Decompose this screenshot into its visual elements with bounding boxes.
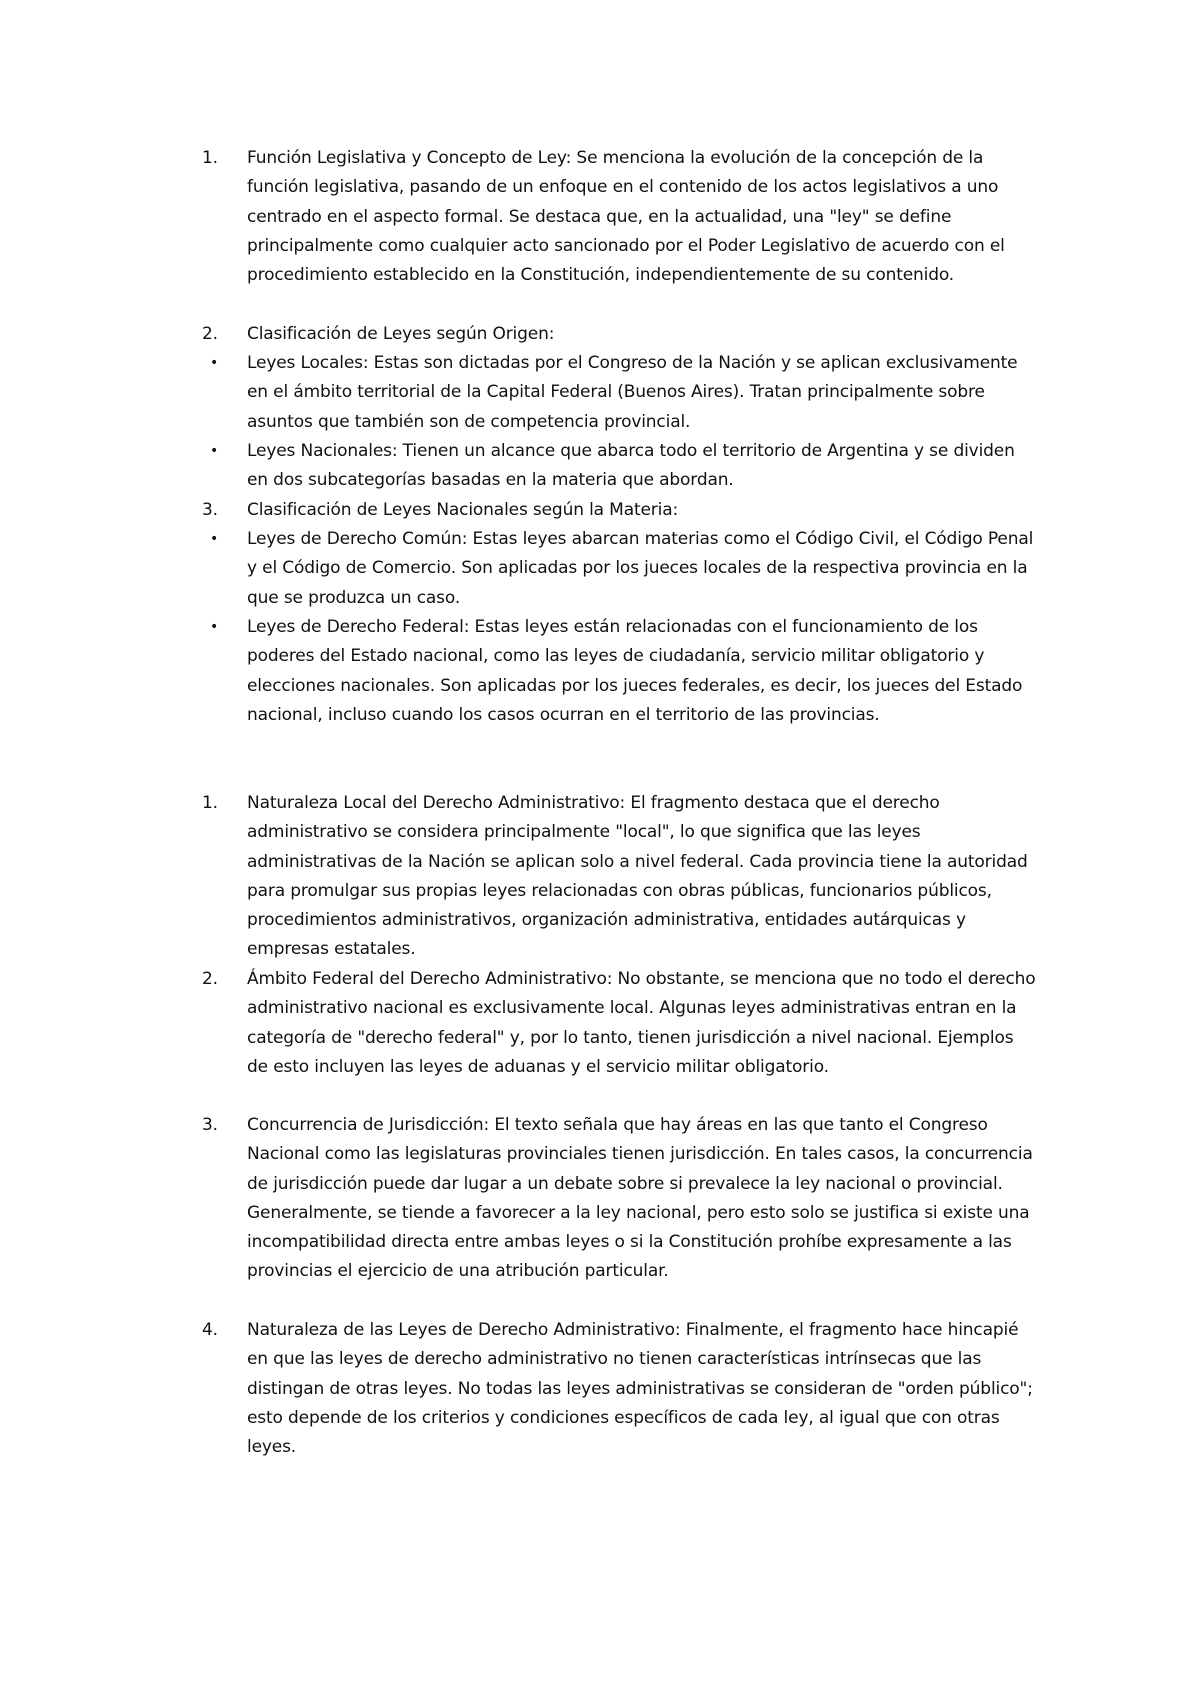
list-item-text: Leyes Nacionales: Tienen un alcance que abarca todo el territorio de Argentina y se dividen en dos subcategorías basadas en la materia que abordan. [247,441,1015,491]
list-item-text: Leyes de Derecho Federal: Estas leyes están relacionadas con el funcionamiento de los poderes del Estado nacional, como las leyes de ciudadanía, servicio militar obligatorio y elecciones nacionales. Son aplicadas por los jueces federales, es decir, los jueces del Estado nacional, incluso cuando los casos ocurran en el territorio de las provincias. [247,617,1023,725]
list-number: 1. [202,793,218,813]
bullet-icon: • [210,619,219,635]
bullet-icon: • [210,443,219,459]
list-item-text: Naturaleza de las Leyes de Derecho Administrativo: Finalmente, el fragmento hace hincapié en que las leyes de derecho administrativo no tienen características intrínsecas que las distingan de otras leyes. No todas las leyes administrativas se consideran de "orden público"; esto depende de los criterios y condiciones específicos de cada ley, al igual que con otras leyes. [247,1320,1033,1458]
list-item-text: Leyes Locales: Estas son dictadas por el Congreso de la Nación y se aplican exclusivamente en el ámbito territorial de la Capital Federal (Buenos Aires). Tratan principalmente sobre asuntos que también son de competencia provincial. [247,353,1018,432]
list-number: 4. [202,1320,218,1340]
bullet-item-leyes-locales [210,349,1037,437]
list-number: 1. [202,148,218,168]
list-item-text: Concurrencia de Jurisdicción: El texto señala que hay áreas en las que tanto el Congreso Nacional como las legislaturas provinciales tienen jurisdicción. En tales casos, la concurrencia de jurisdicción puede dar lugar a un debate sobre si prevalece la ley nacional o provincial. Generalmente, se tiende a favorecer a la ley nacional, pero esto solo se justifica si existe una incompatibilidad directa entre ambas leyes o si la Constitución prohíbe expresamente a las provincias el ejercicio de una atribución particular. [247,1115,1033,1282]
list-item-text: Naturaleza Local del Derecho Administrativo: El fragmento destaca que el derecho administrativo se considera principalmente "local", lo que significa que las leyes administrativas de la Nación se aplican solo a nivel federal. Cada provincia tiene la autoridad para promulgar sus propias leyes relacionadas con obras públicas, funcionarios públicos, procedimientos administrativos, organización administrativa, entidades autárquicas y empresas estatales. [247,793,1028,960]
bullet-item-derecho-federal [210,613,1037,730]
list-item-text: Función Legislativa y Concepto de Ley: Se menciona la evolución de la concepción de la función legislativa, pasando de un enfoque en el contenido de los actos legislativos a uno centrado en el aspecto formal. Se destaca que, en la actualidad, una "ley" se define principalmente como cualquier acto sancionado por el Poder Legislativo de acuerdo con el procedimiento establecido en la Constitución, independientemente de su contenido. [247,148,1005,286]
list-number: 2. [202,969,218,989]
list-item-text: Leyes de Derecho Común: Estas leyes abarcan materias como el Código Civil, el Código Penal y el Código de Comercio. Son aplicadas por los jueces locales de la respectiva provincia en la que se produzca un caso. [247,529,1034,608]
list-item-concurrencia [202,1111,1037,1287]
list-number: 3. [202,500,218,520]
bullet-item-derecho-comun [210,525,1037,613]
list-number: 2. [202,324,218,344]
list-number: 3. [202,1115,218,1135]
list-item-text: Clasificación de Leyes según Origen: [247,324,555,344]
list-item-clasificacion-origen [202,320,1037,349]
bullet-icon: • [210,355,219,371]
list-item-naturaleza-local [202,789,1037,965]
bullet-icon: • [210,531,219,547]
list-item-text: Ámbito Federal del Derecho Administrativo: No obstante, se menciona que no todo el derecho administrativo nacional es exclusivamente local. Algunas leyes administrativas entran en la categoría de "derecho federal" y, por lo tanto, tienen jurisdicción a nivel nacional. Ejemplos de esto incluyen las leyes de aduanas y el servicio militar obligatorio. [247,969,1036,1077]
list-item-ambito-federal [202,965,1037,1082]
list-item-funcion-legislativa [202,144,1037,290]
bullet-item-leyes-nacionales [210,437,1037,496]
list-item-naturaleza-leyes [202,1316,1037,1462]
list-item-text: Clasificación de Leyes Nacionales según la Materia: [247,500,679,520]
list-item-clasificacion-materia [202,496,1037,525]
